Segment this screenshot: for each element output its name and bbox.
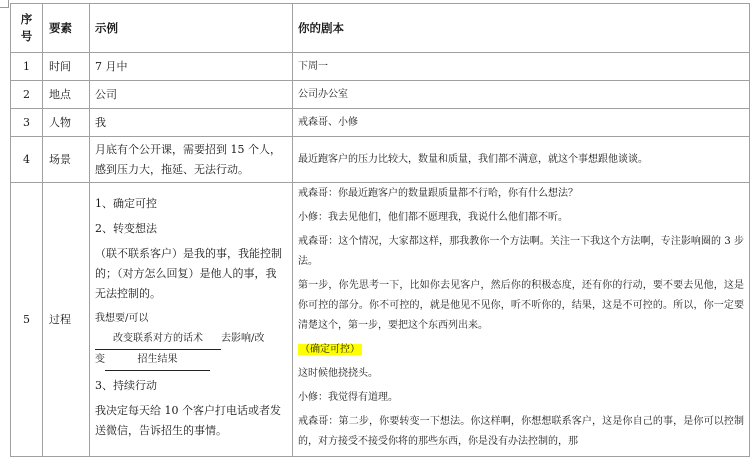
row-example: 7 月中 xyxy=(90,53,293,81)
row-example: 月底有个公开课，需要招到 15 个人，感到压力大，拖延、无法行动。 xyxy=(90,137,293,183)
row-script: 戒森哥、小修 xyxy=(293,109,750,137)
highlight-mark: （确定可控） xyxy=(300,344,360,355)
script-line: 戒森哥：你最近跑客户的数量跟质量都不行哈，你有什么想法？ xyxy=(298,188,578,199)
row-element: 场景 xyxy=(43,137,90,183)
script-line: 小修：我去见他们，他们都不愿理我，我说什么他们都不听。 xyxy=(298,212,568,223)
script-line: 小修：我觉得有道理。 xyxy=(298,392,398,403)
header-example: 示例 xyxy=(90,4,293,53)
script-table xyxy=(10,3,750,457)
row-example: 公司 xyxy=(90,81,293,109)
example-fill-line xyxy=(95,329,287,350)
blank-result: 招生结果 xyxy=(105,350,210,371)
row-element: 时间 xyxy=(43,53,90,81)
table-row xyxy=(11,137,750,183)
script-line-highlight xyxy=(298,340,744,360)
table-row xyxy=(11,53,750,81)
table-row-process xyxy=(11,183,750,457)
row-element: 过程 xyxy=(43,183,90,457)
example-action: 我决定每天给 10 个客户打电话或者发送微信，告诉招生的事情。 xyxy=(95,403,281,437)
row-example: 我 xyxy=(90,109,293,137)
row-no: 5 xyxy=(11,183,43,457)
row-no: 4 xyxy=(11,137,43,183)
example-change-text: 变 xyxy=(95,353,105,365)
example-mid-text: 去影响/改 xyxy=(221,332,265,344)
row-no: 1 xyxy=(11,53,43,81)
row-element: 人物 xyxy=(43,109,90,137)
process-script xyxy=(293,183,750,457)
row-no: 2 xyxy=(11,81,43,109)
row-script: 下周一 xyxy=(293,53,750,81)
row-script: 公司办公室 xyxy=(293,81,750,109)
row-element: 地点 xyxy=(43,81,90,109)
table-header-row xyxy=(11,4,750,53)
table-row xyxy=(11,81,750,109)
table-row xyxy=(11,109,750,137)
row-no: 3 xyxy=(11,109,43,137)
script-line: 这时候他挠挠头。 xyxy=(298,368,378,379)
example-explain: （联不联系客户）是我的事，我能控制的；（对方怎么回复）是他人的事，我无法控制的。 xyxy=(95,246,282,300)
process-example xyxy=(90,183,293,457)
example-step3: 3、持续行动 xyxy=(95,378,157,392)
header-no: 序 号 xyxy=(11,4,43,53)
script-line: 戒森哥：这个情况，大家都这样，那我教你一个方法啊。关注一下我这个方法啊，专注影响圈的 3 步法。 xyxy=(298,236,744,267)
row-script: 最近跑客户的压力比较大，数量和质量，我们都不满意，就这个事想跟他谈谈。 xyxy=(293,137,750,183)
corner-marker xyxy=(0,0,9,8)
example-step2: 2、转变想法 xyxy=(95,221,157,235)
header-script: 你的剧本 xyxy=(293,4,750,53)
example-want: 我想要/可以 xyxy=(95,312,149,324)
header-element: 要素 xyxy=(43,4,90,53)
script-line: 第一步，你先思考一下，比如你去见客户，然后你的积极态度，还有你的行动，要不要去见他，这是你可控的部分。你不可控的，就是他见不见你，听不听你的，结果，这是不可控的。所以，你一定要清楚这个，第一步，要把这个东西列出来。 xyxy=(298,280,744,331)
example-step1: 1、确定可控 xyxy=(95,196,157,210)
script-line: 戒森哥：第二步，你要转变一下想法。你这样啊，你想想联系客户，这是你自己的事，是你可以控制的，对方接受不接受你将的那些东西，你是没有办法控制的，那 xyxy=(298,416,744,447)
example-fill-line-2 xyxy=(95,350,287,371)
blank-tactic: 改变联系对方的话术 xyxy=(95,329,221,350)
